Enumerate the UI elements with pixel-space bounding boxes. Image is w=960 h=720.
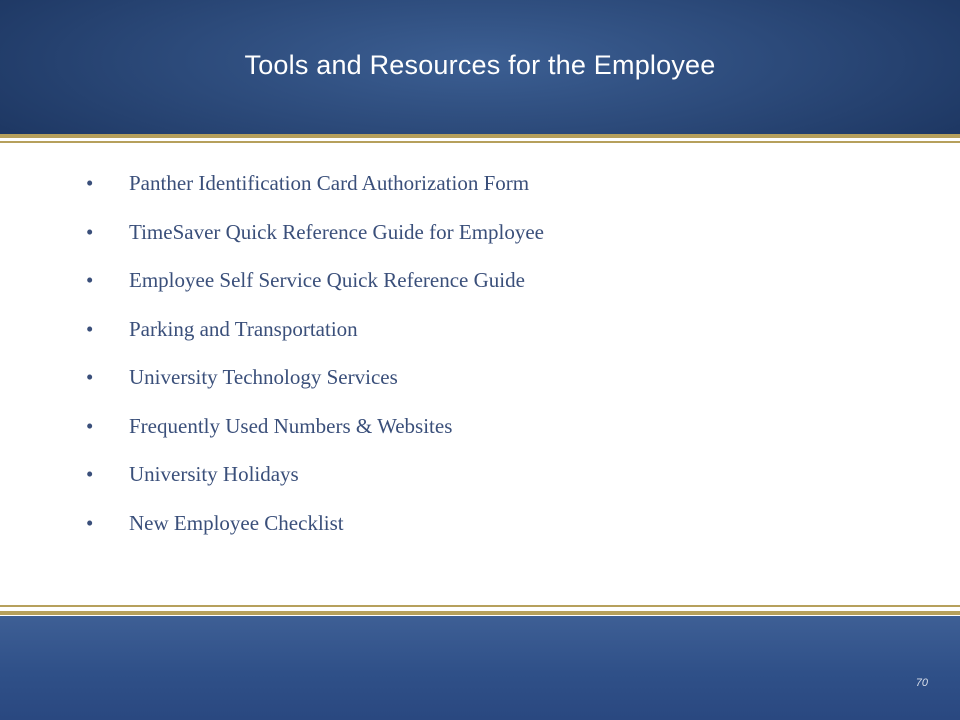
bullet-icon: • [86,462,94,486]
bullet-icon: • [86,268,94,292]
bullet-icon: • [86,171,94,195]
list-item-text: TimeSaver Quick Reference Guide for Employee [129,219,545,244]
list-item-text: University Holidays [129,462,299,486]
bullet-icon: • [86,413,94,438]
bullet-icon: • [86,510,94,535]
slide-title: Tools and Resources for the Employee [244,50,716,80]
footer-band [0,616,960,720]
footer-gold-rule [0,611,960,615]
bullet-icon: • [86,219,94,244]
bullet-icon: • [86,316,94,341]
header-band [0,0,960,134]
bullet-icon: • [86,365,94,389]
list-item-text: Frequently Used Numbers & Websites [129,413,453,438]
header-gold-rule-thin [0,141,960,143]
list-item-text: Panther Identification Card Authorization Form [129,171,530,195]
footer-gold-rule-thin [0,605,960,607]
page-number: 70 [915,677,928,689]
list-item-text: Employee Self Service Quick Reference Guide [129,268,525,292]
list-item-text: University Technology Services [129,365,398,389]
header-gold-rule [0,134,960,138]
list-item-text: New Employee Checklist [129,510,344,535]
list-item-text: Parking and Transportation [129,316,358,341]
